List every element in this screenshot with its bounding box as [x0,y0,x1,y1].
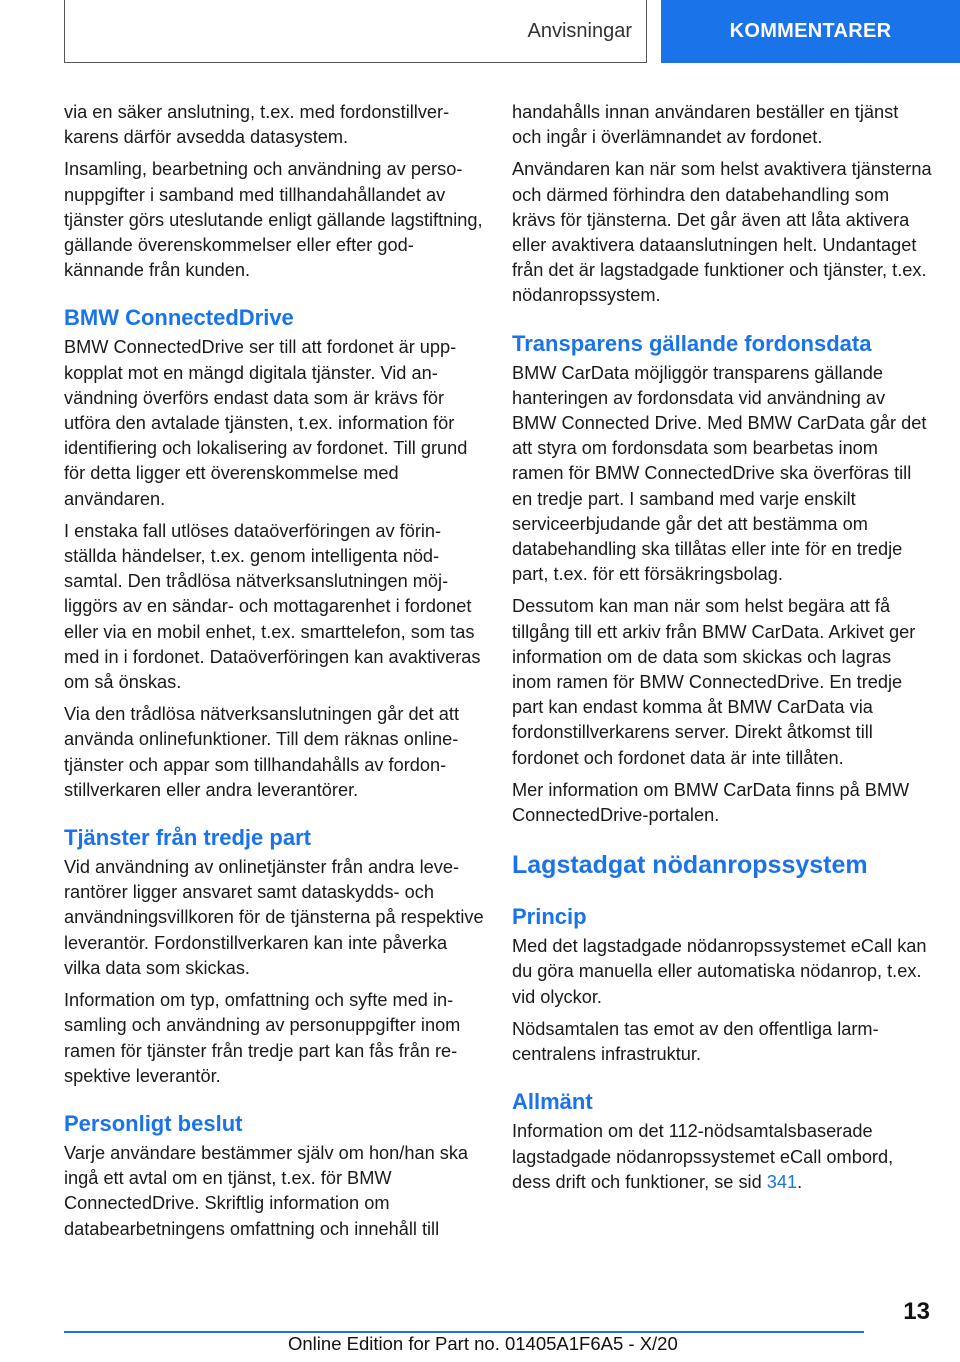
paragraph: I enstaka fall utlöses dataöverföringen av förinställda händelser, t.ex. genom intelligenta nödsamtal. Den trådlösa nätverksanslutningen möjliggörs av en sändar- och mottagarenhet i fordonet eller via en mobil enhet, t.ex. smarttelefon, som tas med in i fordonet. Dataöverföringen kan avaktiveras om så önskas. [64,520,481,693]
right-column [512,100,932,1202]
paragraph: Information om typ, omfattning och syfte med insamling och användning av personuppgifter inom ramen för tjänster från tredje part kan fås från respektive leverantör. [64,990,461,1086]
header-section [64,0,647,63]
header-section-label: Anvisningar [527,19,632,42]
paragraph: Vid användning av onlinetjänster från andra leverantörer ligger ansvaret samt dataskydds- och användningsvillkoren för de tjänsterna på respektive leverantör. Fordonstillverkaren kan inte påverka vilka data som skickas. [64,857,484,978]
paragraph: Mer information om BMW CarData finns på BMW ConnectedDrive-portalen. [512,779,910,826]
page-number: 13 [903,1298,930,1325]
paragraph: Dessutom kan man när som helst begära att få tillgång till ett arkiv från BMW CarData. Arkivet ger information om de data som skickas och lagras inom ramen för BMW ConnectedDrive. En tredje part kan endast komma åt BMW CarData via fordonstillverkarens server. Direkt åtkomst till fordonet och fordonet data är inte tillåten. [512,596,916,768]
paragraph-end: . [797,1171,803,1192]
paragraph: Varje användare bestämmer själv om hon/han ska ingå ett avtal om en tjänst, t.ex. för BMW ConnectedDrive. Skriftlig information om databearbetningens omfattning och innehåll till [64,1142,469,1239]
paragraph [512,1119,932,1195]
paragraph: Via den trådlösa nätverksanslutningen går det att använda onlinefunktioner. Till dem räknas onlinetjänster och appar som tillhandahålls av fordonstillverkaren eller andra leverantörer. [64,704,460,800]
paragraph: BMW CarData möjliggör transparens gällande hanteringen av fordonsdata vid användning av BMW Connected Drive. Med BMW CarData går det att styra om fordonsdata som bearbetas inom ramen för BMW ConnectedDrive ska överföras till en tredje part. I samband med varje enskilt serviceerbjudande går det att bestämma om databehandling ska tillåtas eller inte för en tredje part, t.ex. för ett försäkringsbolag. [512,362,927,585]
paragraph-text: Information om det 112-nödsamtalsbaserade lagstadgade nödanropssystemet eCall ombord, dess drift och funktioner, se sid [512,1121,894,1192]
comments-tab[interactable] [661,0,960,63]
heading-third-party: Tjänster från tredje part [64,825,311,851]
heading-principle: Princip [512,904,587,930]
heading-emergency-system: Lagstadgat nödanropssystem [512,851,868,880]
heading-connecteddrive: BMW ConnectedDrive [64,305,294,331]
heading-transparency: Transparens gällande fordonsdata [512,330,872,356]
paragraph: via en säker anslutning, t.ex. med fordonstillverkarens därför avsedda datasystem. [64,102,450,148]
left-column [64,100,484,1249]
paragraph: Användaren kan när som helst avaktivera tjänsterna och därmed förhindra den databehandling som krävs för tjänsterna. Det går även att låta aktivera eller avaktivera dataanslutningen helt. Undantaget från det är lagstadgade funktioner och tjänster, t.ex. nödanropssystem. [512,159,932,306]
heading-personal-decision: Personligt beslut [64,1110,243,1136]
comments-tab-label: KOMMENTARER [729,20,892,42]
footer-edition: Online Edition for Part no. 01405A1F6A5 - X/20 [288,1333,678,1354]
paragraph: handahålls innan användaren beställer en tjänst och ingår i överlämnandet av fordonet. [512,102,899,148]
paragraph: BMW ConnectedDrive ser till att fordonet är uppkopplat mot en mängd digitala tjänster. Vid användning överförs endast data som är krävs för utföra den avtalade tjänsten, t.ex. information för identifiering och lokalisering av fordonet. Till grund för detta ligger ett överenskommelse med användaren. [64,337,468,509]
page-link-341[interactable]: 341 [766,1171,798,1192]
paragraph: Nödsamtalen tas emot av den offentliga larmcentralens infrastruktur. [512,1018,879,1065]
paragraph: Insamling, bearbetning och användning av personuppgifter i samband med tillhandahållandet av tjänster görs uteslutande enligt gällande lagstiftning, gällande överenskommelser eller efter godkännande från kunden. [64,159,483,281]
heading-general: Allmänt [512,1089,593,1115]
paragraph: Med det lagstadgade nödanropssystemet eCall kan du göra manuella eller automatiska nödanrop, t.ex. vid olyckor. [512,936,927,1007]
